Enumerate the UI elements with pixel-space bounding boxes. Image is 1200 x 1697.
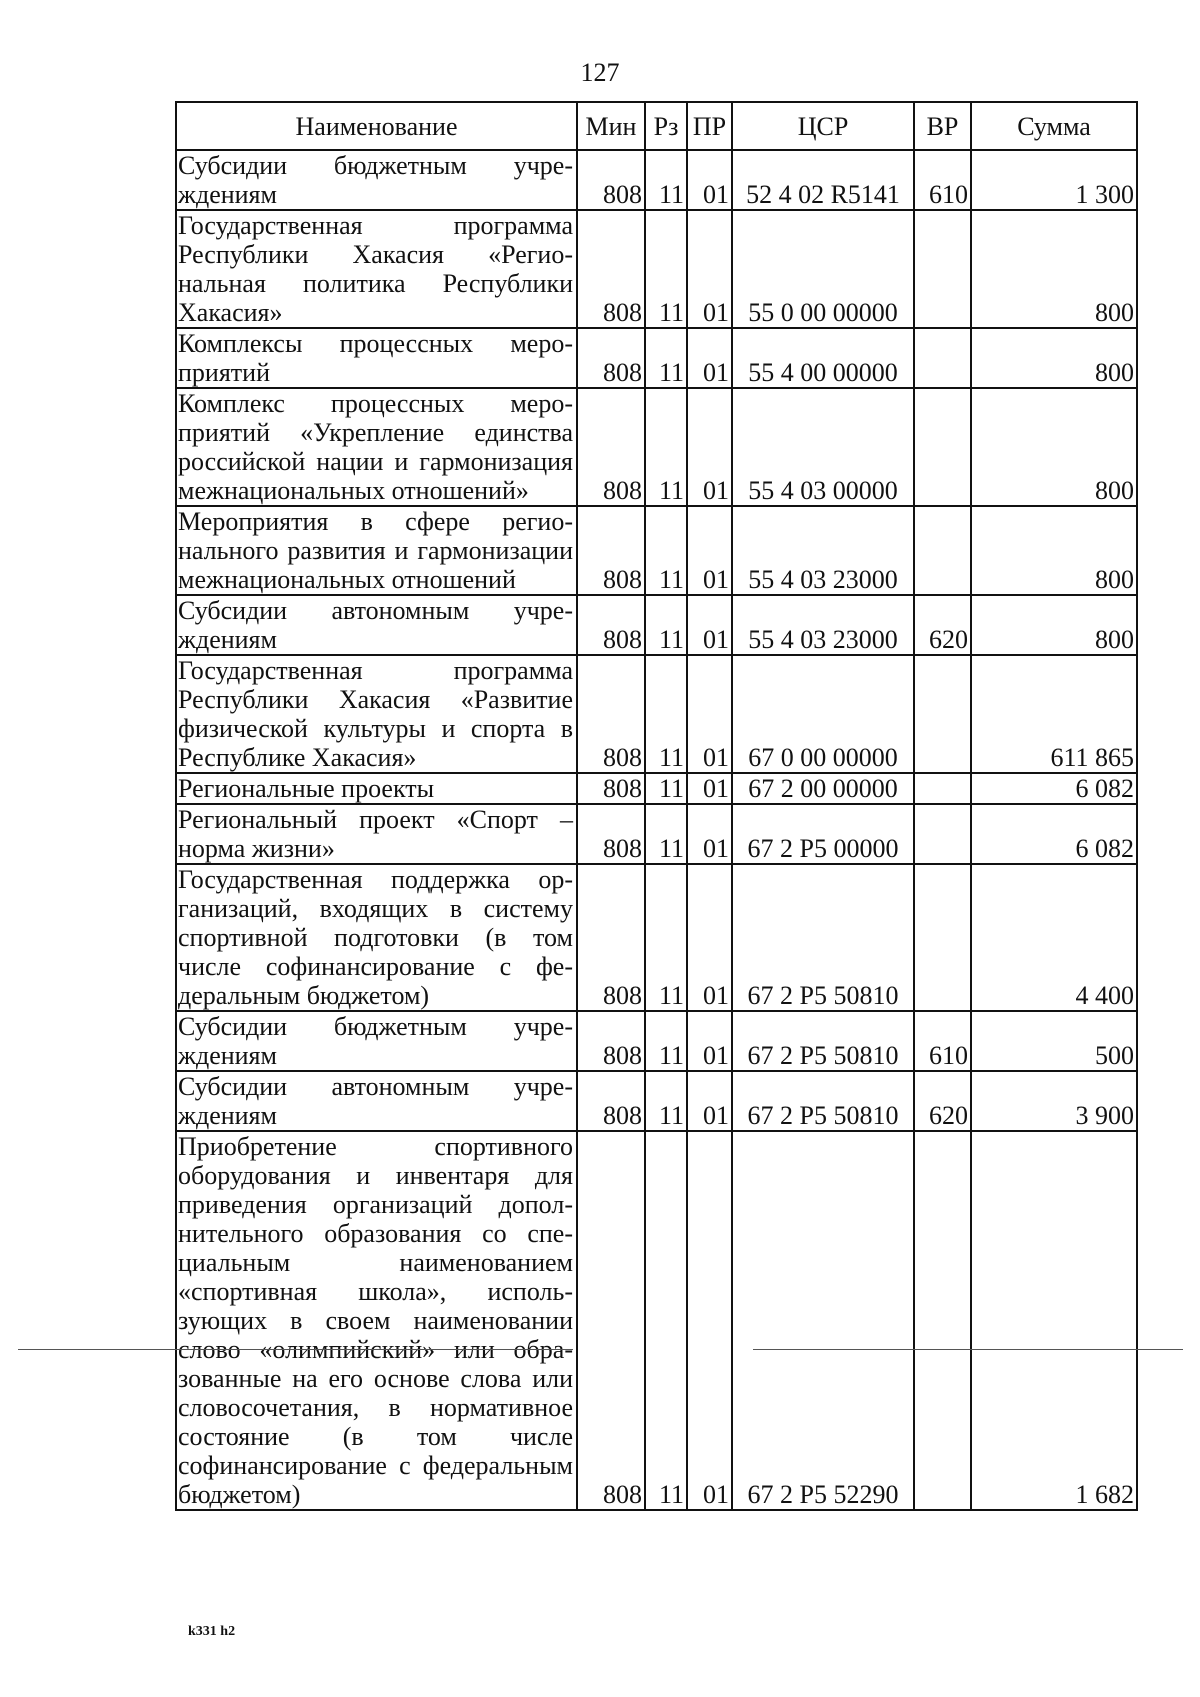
row-vr: 620 bbox=[914, 1071, 971, 1131]
page-number: 127 bbox=[580, 58, 620, 87]
scan-artifact-line-left bbox=[18, 1349, 573, 1350]
budget-table bbox=[175, 101, 1138, 1511]
row-sum: 800 bbox=[971, 506, 1137, 595]
row-rz: 11 bbox=[645, 328, 687, 388]
row-name: Государственная поддержка организаций, входящих в систему спортивной подготовки (в том числе софинансирование с федеральным бюджетом) bbox=[176, 864, 577, 1011]
row-csr: 67 2 P5 50810 bbox=[732, 864, 914, 1011]
row-csr: 55 4 00 00000 bbox=[732, 328, 914, 388]
row-name: Субсидии автономным учреждениям bbox=[176, 1071, 577, 1131]
row-vr bbox=[914, 773, 971, 804]
header-name: Наименование bbox=[176, 102, 577, 150]
row-csr: 55 4 03 23000 bbox=[732, 595, 914, 655]
row-rz: 11 bbox=[645, 150, 687, 210]
row-name: Комплексы процессных мероприятий bbox=[176, 328, 577, 388]
table-row bbox=[176, 1011, 1137, 1071]
row-vr bbox=[914, 1131, 971, 1510]
row-sum: 4 400 bbox=[971, 864, 1137, 1011]
row-min: 808 bbox=[577, 210, 645, 328]
row-min: 808 bbox=[577, 864, 645, 1011]
table-row bbox=[176, 1131, 1137, 1510]
row-pr: 01 bbox=[687, 655, 732, 773]
row-min: 808 bbox=[577, 595, 645, 655]
row-sum: 800 bbox=[971, 210, 1137, 328]
row-csr: 67 2 00 00000 bbox=[732, 773, 914, 804]
row-pr: 01 bbox=[687, 804, 732, 864]
row-csr: 67 2 P5 00000 bbox=[732, 804, 914, 864]
row-min: 808 bbox=[577, 150, 645, 210]
row-vr bbox=[914, 388, 971, 506]
row-csr: 55 4 03 00000 bbox=[732, 388, 914, 506]
row-name: Субсидии автономным учреждениям bbox=[176, 595, 577, 655]
row-name: Субсидии бюджетным учреждениям bbox=[176, 150, 577, 210]
table-row bbox=[176, 655, 1137, 773]
row-vr bbox=[914, 804, 971, 864]
row-csr: 52 4 02 R5141 bbox=[732, 150, 914, 210]
row-rz: 11 bbox=[645, 1131, 687, 1510]
table-row bbox=[176, 328, 1137, 388]
table-row bbox=[176, 864, 1137, 1011]
table-row bbox=[176, 506, 1137, 595]
row-name: Региональные проекты bbox=[176, 773, 577, 804]
row-vr: 610 bbox=[914, 1011, 971, 1071]
row-name: Мероприятия в сфере регионального развития и гармонизации межнациональных отношений bbox=[176, 506, 577, 595]
row-rz: 11 bbox=[645, 1011, 687, 1071]
row-pr: 01 bbox=[687, 1011, 732, 1071]
table-row bbox=[176, 388, 1137, 506]
row-name: Комплекс процессных мероприятий «Укрепление единства российской нации и гармонизация межнациональных отношений» bbox=[176, 388, 577, 506]
table-row bbox=[176, 150, 1137, 210]
row-pr: 01 bbox=[687, 1071, 732, 1131]
row-rz: 11 bbox=[645, 773, 687, 804]
row-name: Субсидии бюджетным учреждениям bbox=[176, 1011, 577, 1071]
row-rz: 11 bbox=[645, 1071, 687, 1131]
row-csr: 67 2 P5 50810 bbox=[732, 1011, 914, 1071]
row-sum: 800 bbox=[971, 388, 1137, 506]
header-pr: ПР bbox=[687, 102, 732, 150]
header-csr: ЦСР bbox=[732, 102, 914, 150]
row-vr bbox=[914, 864, 971, 1011]
row-vr bbox=[914, 506, 971, 595]
row-pr: 01 bbox=[687, 864, 732, 1011]
row-min: 808 bbox=[577, 388, 645, 506]
row-sum: 800 bbox=[971, 328, 1137, 388]
row-vr bbox=[914, 655, 971, 773]
scan-artifact-line-right bbox=[753, 1349, 1183, 1350]
row-rz: 11 bbox=[645, 506, 687, 595]
row-pr: 01 bbox=[687, 210, 732, 328]
row-rz: 11 bbox=[645, 804, 687, 864]
row-min: 808 bbox=[577, 1011, 645, 1071]
row-pr: 01 bbox=[687, 773, 732, 804]
row-min: 808 bbox=[577, 506, 645, 595]
row-name: Приобретение спортивного оборудования и инвентаря для приведения организаций дополнительного образования со специальным наименованием «спортивная школа», использующих в своем наименовании слово «олимпийский» или образованные на его основе слова или словосочетания, в нормативное состояние (в том числе софинансирование с федеральным бюджетом) bbox=[176, 1131, 577, 1510]
row-rz: 11 bbox=[645, 210, 687, 328]
row-vr: 620 bbox=[914, 595, 971, 655]
row-sum: 500 bbox=[971, 1011, 1137, 1071]
row-name: Государственная программа Республики Хакасия «Развитие физической культуры и спорта в Республике Хакасия» bbox=[176, 655, 577, 773]
row-min: 808 bbox=[577, 328, 645, 388]
header-min: Мин bbox=[577, 102, 645, 150]
row-name: Региональный проект «Спорт – норма жизни» bbox=[176, 804, 577, 864]
table-row bbox=[176, 804, 1137, 864]
row-name: Государственная программа Республики Хакасия «Региональная политика Республики Хакасия» bbox=[176, 210, 577, 328]
row-pr: 01 bbox=[687, 388, 732, 506]
row-vr bbox=[914, 210, 971, 328]
row-min: 808 bbox=[577, 804, 645, 864]
row-min: 808 bbox=[577, 655, 645, 773]
row-rz: 11 bbox=[645, 655, 687, 773]
row-pr: 01 bbox=[687, 1131, 732, 1510]
row-min: 808 bbox=[577, 1131, 645, 1510]
header-vr: ВР bbox=[914, 102, 971, 150]
footer-code: k331 h2 bbox=[188, 1624, 236, 1639]
row-sum: 1 682 bbox=[971, 1131, 1137, 1510]
row-pr: 01 bbox=[687, 595, 732, 655]
row-min: 808 bbox=[577, 773, 645, 804]
row-csr: 55 4 03 23000 bbox=[732, 506, 914, 595]
table-header-row bbox=[176, 102, 1137, 150]
row-sum: 3 900 bbox=[971, 1071, 1137, 1131]
row-pr: 01 bbox=[687, 328, 732, 388]
table-body bbox=[176, 150, 1137, 1510]
row-rz: 11 bbox=[645, 388, 687, 506]
row-vr bbox=[914, 328, 971, 388]
row-rz: 11 bbox=[645, 864, 687, 1011]
row-sum: 6 082 bbox=[971, 804, 1137, 864]
row-sum: 6 082 bbox=[971, 773, 1137, 804]
row-csr: 67 2 P5 50810 bbox=[732, 1071, 914, 1131]
row-csr: 67 2 P5 52290 bbox=[732, 1131, 914, 1510]
header-rz: Рз bbox=[645, 102, 687, 150]
row-min: 808 bbox=[577, 1071, 645, 1131]
row-pr: 01 bbox=[687, 150, 732, 210]
row-csr: 67 0 00 00000 bbox=[732, 655, 914, 773]
table-row bbox=[176, 210, 1137, 328]
row-sum: 1 300 bbox=[971, 150, 1137, 210]
table-row bbox=[176, 1071, 1137, 1131]
row-csr: 55 0 00 00000 bbox=[732, 210, 914, 328]
row-pr: 01 bbox=[687, 506, 732, 595]
header-sum: Сумма bbox=[971, 102, 1137, 150]
table-row bbox=[176, 595, 1137, 655]
row-rz: 11 bbox=[645, 595, 687, 655]
table-row bbox=[176, 773, 1137, 804]
row-vr: 610 bbox=[914, 150, 971, 210]
row-sum: 611 865 bbox=[971, 655, 1137, 773]
row-sum: 800 bbox=[971, 595, 1137, 655]
